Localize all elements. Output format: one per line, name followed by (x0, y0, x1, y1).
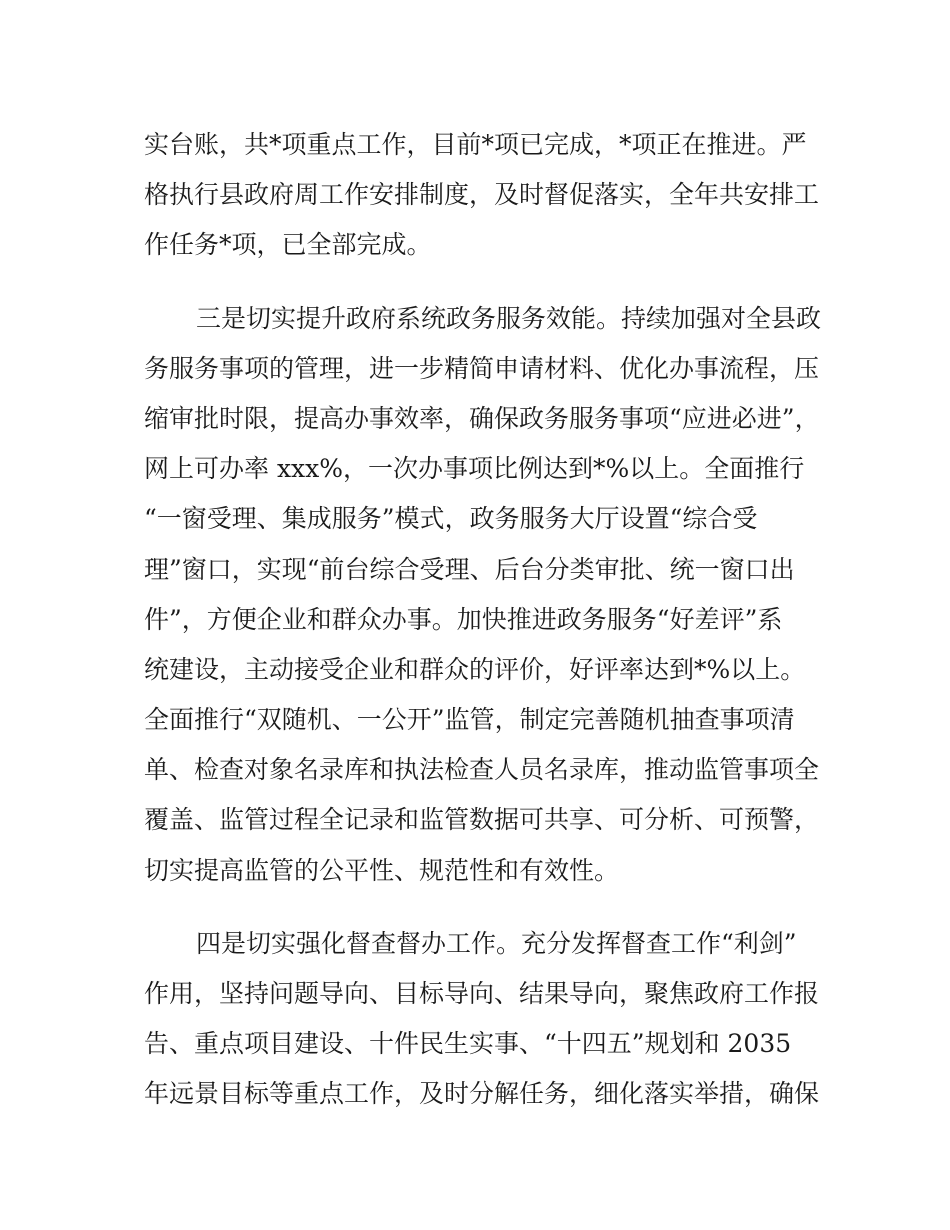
paragraph-gap (144, 271, 834, 294)
text-line: 统建设，主动接受企业和群众的评价，好评率达到*%以上。 (144, 654, 806, 684)
text-line: 格执行县政府周工作安排制度，及时督促落实，全年共安排工 (144, 180, 820, 210)
document-body (144, 120, 834, 1120)
text-line: 覆盖、监管过程全记录和监管数据可共享、可分析、可预警， (144, 805, 820, 835)
text-line: 年远景目标等重点工作，及时分解任务，细化落实举措，确保 (144, 1079, 820, 1109)
text-line: 件”，方便企业和群众办事。加快推进政务服务“好差评”系 (144, 604, 783, 634)
text-line: 网上可办率 xxx%，一次办事项比例达到*%以上。全面推行 (144, 454, 805, 484)
text-line: “一窗受理、集成服务”模式，政务服务大厅设置“综合受 (144, 504, 758, 534)
text-line: 三是切实提升政府系统政务服务效能。持续加强对全县政 (196, 303, 822, 333)
text-line: 作任务*项，已全部完成。 (144, 230, 432, 260)
paragraph (144, 120, 834, 271)
text-line: 告、重点项目建设、十件民生实事、“十四五”规划和 2035 (144, 1029, 792, 1059)
paragraph (144, 919, 834, 1120)
text-line: 实台账，共*项重点工作，目前*项已完成，*项正在推进。严 (144, 130, 807, 159)
text-line: 单、检查对象名录库和执法检查人员名录库，推动监管事项全 (144, 755, 820, 785)
paragraph (144, 294, 834, 896)
text-line: 切实提高监管的公平性、规范性和有效性。 (144, 855, 620, 885)
text-line: 全面推行“双随机、一公开”监管，制定完善随机抽查事项清 (144, 705, 795, 735)
text-line: 四是切实强化督查督办工作。充分发挥督查工作“利剑” (196, 928, 797, 958)
text-line: 作用，坚持问题导向、目标导向、结果导向，聚焦政府工作报 (144, 979, 820, 1008)
text-line: 务服务事项的管理，进一步精简申请材料、优化办事流程，压 (144, 353, 820, 383)
text-line: 理”窗口，实现“前台综合受理、后台分类审批、统一窗口出 (144, 554, 795, 584)
paragraph-gap (144, 896, 834, 919)
text-line: 缩审批时限，提高办事效率，确保政务服务事项“应进必进”， (144, 403, 820, 433)
